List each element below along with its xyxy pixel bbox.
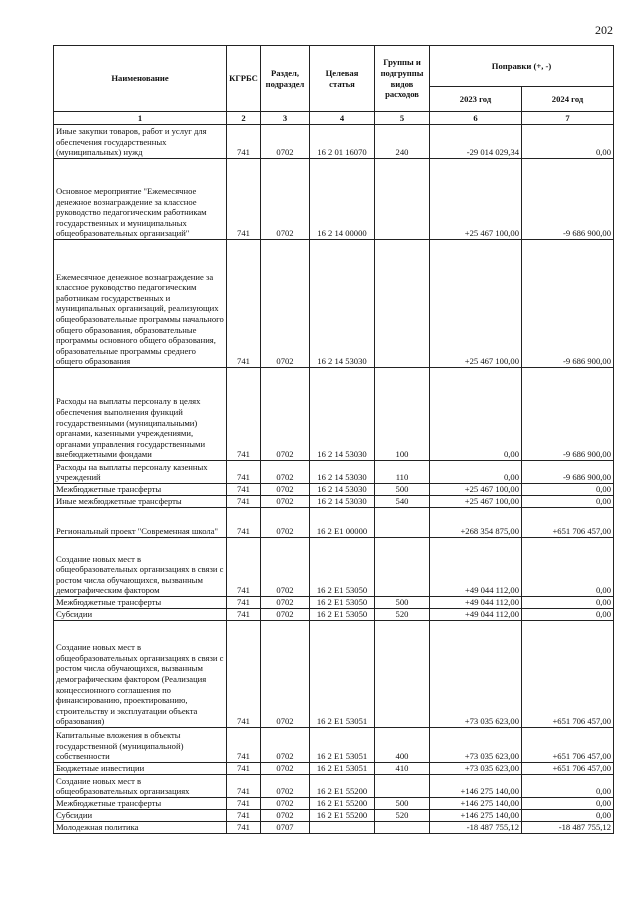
cell-name: Ежемесячное денежное вознаграждение за классное руководство педагогическим работникам государственных и муниципальных организаций, реализующих общеобразовательные программы начального общего образования, образовательные программы основного общего образования, образовательные программы среднего общего образования: [54, 240, 227, 368]
cell-section: 0702: [261, 125, 310, 159]
cell-amount-2024: 0,00: [522, 597, 614, 609]
cell-group: [375, 240, 430, 368]
cell-name: Создание новых мест в общеобразовательных организациях в связи с ростом числа обучающихся, вызванным демографическим фактором: [54, 538, 227, 597]
cell-target: [310, 822, 375, 834]
cell-name: Субсидии: [54, 609, 227, 621]
cell-group: 100: [375, 368, 430, 461]
cell-target: 16 2 14 00000: [310, 159, 375, 240]
cell-kgrbs: 741: [227, 728, 261, 763]
cell-section: 0702: [261, 775, 310, 798]
cell-amount-2024: -9 686 900,00: [522, 368, 614, 461]
cell-amount-2024: 0,00: [522, 609, 614, 621]
cell-section: 0702: [261, 538, 310, 597]
cell-target: 16 2 E1 53051: [310, 621, 375, 728]
table-row: [54, 368, 614, 461]
cell-amount-2024: 0,00: [522, 810, 614, 822]
table-row: [54, 621, 614, 728]
cell-name: Расходы на выплаты персоналу в целях обеспечения выполнения функций государственными (муниципальными) органами, казенными учреждениями, органами управления государственными внебюджетными фондами: [54, 368, 227, 461]
cell-amount-2023: +49 044 112,00: [430, 609, 522, 621]
cell-amount-2023: +146 275 140,00: [430, 775, 522, 798]
cell-amount-2023: +73 035 623,00: [430, 763, 522, 775]
column-number: 1: [54, 112, 227, 125]
table-row: [54, 728, 614, 763]
budget-amendments-table: [53, 45, 614, 834]
cell-amount-2023: 0,00: [430, 461, 522, 484]
cell-name: Основное мероприятие "Ежемесячное денежное вознаграждение за классное руководство педагогическим работникам государственных и муниципальных общеобразовательных организаций": [54, 159, 227, 240]
cell-group: 400: [375, 728, 430, 763]
cell-section: 0702: [261, 609, 310, 621]
cell-target: 16 2 14 53030: [310, 368, 375, 461]
cell-amount-2024: +651 706 457,00: [522, 763, 614, 775]
table-row: [54, 508, 614, 538]
cell-kgrbs: 741: [227, 822, 261, 834]
cell-amount-2023: +49 044 112,00: [430, 597, 522, 609]
table-row: [54, 798, 614, 810]
cell-group: 410: [375, 763, 430, 775]
cell-section: 0702: [261, 763, 310, 775]
cell-amount-2024: -9 686 900,00: [522, 240, 614, 368]
cell-section: 0702: [261, 496, 310, 508]
table-row: [54, 125, 614, 159]
cell-name: Межбюджетные трансферты: [54, 798, 227, 810]
cell-group: 110: [375, 461, 430, 484]
cell-target: 16 2 14 53030: [310, 240, 375, 368]
table-row: [54, 461, 614, 484]
cell-kgrbs: 741: [227, 597, 261, 609]
cell-amount-2023: 0,00: [430, 368, 522, 461]
table-row: [54, 496, 614, 508]
cell-target: 16 2 E1 00000: [310, 508, 375, 538]
cell-kgrbs: 741: [227, 240, 261, 368]
table-row: [54, 775, 614, 798]
cell-target: 16 2 E1 53050: [310, 538, 375, 597]
cell-kgrbs: 741: [227, 125, 261, 159]
cell-kgrbs: 741: [227, 621, 261, 728]
cell-kgrbs: 741: [227, 798, 261, 810]
cell-section: 0707: [261, 822, 310, 834]
column-number: 6: [430, 112, 522, 125]
cell-amount-2024: 0,00: [522, 496, 614, 508]
cell-target: 16 2 E1 55200: [310, 810, 375, 822]
table-row: [54, 763, 614, 775]
header-name: Наименование: [54, 46, 227, 112]
cell-kgrbs: 741: [227, 609, 261, 621]
cell-amount-2024: +651 706 457,00: [522, 728, 614, 763]
cell-section: 0702: [261, 159, 310, 240]
cell-group: 520: [375, 810, 430, 822]
cell-amount-2023: +25 467 100,00: [430, 496, 522, 508]
cell-section: 0702: [261, 461, 310, 484]
cell-kgrbs: 741: [227, 538, 261, 597]
cell-section: 0702: [261, 597, 310, 609]
header-year-2024: 2024 год: [522, 87, 614, 112]
cell-name: Расходы на выплаты персоналу казенных учреждений: [54, 461, 227, 484]
cell-group: [375, 159, 430, 240]
cell-amount-2023: +25 467 100,00: [430, 159, 522, 240]
cell-name: Капитальные вложения в объекты государственной (муниципальной) собственности: [54, 728, 227, 763]
header-groups: Группы и подгруппы видов расходов: [375, 46, 430, 112]
page-number: 202: [595, 23, 613, 37]
cell-kgrbs: 741: [227, 810, 261, 822]
cell-amount-2024: -9 686 900,00: [522, 461, 614, 484]
cell-amount-2024: 0,00: [522, 798, 614, 810]
header-kgrbs: КГРБС: [227, 46, 261, 112]
cell-amount-2024: -18 487 755,12: [522, 822, 614, 834]
cell-group: 540: [375, 496, 430, 508]
cell-amount-2023: +49 044 112,00: [430, 538, 522, 597]
cell-kgrbs: 741: [227, 159, 261, 240]
cell-name: Субсидии: [54, 810, 227, 822]
column-number: 3: [261, 112, 310, 125]
header-year-2023: 2023 год: [430, 87, 522, 112]
header-target: Целевая статья: [310, 46, 375, 112]
table-row: [54, 484, 614, 496]
cell-amount-2024: -9 686 900,00: [522, 159, 614, 240]
cell-amount-2024: 0,00: [522, 484, 614, 496]
cell-group: [375, 508, 430, 538]
cell-group: 240: [375, 125, 430, 159]
cell-group: [375, 775, 430, 798]
cell-amount-2024: +651 706 457,00: [522, 621, 614, 728]
cell-group: 500: [375, 798, 430, 810]
cell-target: 16 2 E1 53051: [310, 728, 375, 763]
cell-name: Создание новых мест в общеобразовательных организациях в связи с ростом числа обучающихся, вызванным демографическим фактором (Реализация концессионного соглашения по финансированию, проектированию, строительству и эксплуатации объекта образования): [54, 621, 227, 728]
cell-target: 16 2 E1 53050: [310, 597, 375, 609]
cell-amount-2024: 0,00: [522, 125, 614, 159]
cell-target: 16 2 E1 53050: [310, 609, 375, 621]
column-number: 4: [310, 112, 375, 125]
cell-kgrbs: 741: [227, 508, 261, 538]
cell-section: 0702: [261, 484, 310, 496]
cell-target: 16 2 E1 53051: [310, 763, 375, 775]
cell-kgrbs: 741: [227, 368, 261, 461]
cell-group: 500: [375, 484, 430, 496]
cell-group: [375, 538, 430, 597]
cell-kgrbs: 741: [227, 496, 261, 508]
cell-amount-2023: +25 467 100,00: [430, 484, 522, 496]
cell-amount-2023: +73 035 623,00: [430, 621, 522, 728]
cell-section: 0702: [261, 810, 310, 822]
cell-name: Создание новых мест в общеобразовательных организациях: [54, 775, 227, 798]
cell-name: Региональный проект "Современная школа": [54, 508, 227, 538]
header-section: Раздел, подраздел: [261, 46, 310, 112]
cell-target: 16 2 14 53030: [310, 484, 375, 496]
cell-group: [375, 822, 430, 834]
cell-amount-2023: +146 275 140,00: [430, 810, 522, 822]
cell-name: Иные межбюджетные трансферты: [54, 496, 227, 508]
cell-amount-2023: +25 467 100,00: [430, 240, 522, 368]
cell-target: 16 2 E1 55200: [310, 798, 375, 810]
header-amendments: Поправки (+, -): [430, 46, 614, 87]
column-number: 7: [522, 112, 614, 125]
cell-amount-2023: +146 275 140,00: [430, 798, 522, 810]
column-number-row: [54, 112, 614, 125]
cell-group: 500: [375, 597, 430, 609]
table-row: [54, 810, 614, 822]
cell-amount-2024: 0,00: [522, 775, 614, 798]
cell-amount-2023: +73 035 623,00: [430, 728, 522, 763]
cell-target: 16 2 E1 55200: [310, 775, 375, 798]
cell-target: 16 2 01 16070: [310, 125, 375, 159]
table-row: [54, 538, 614, 597]
table-row: [54, 822, 614, 834]
cell-amount-2023: -18 487 755,12: [430, 822, 522, 834]
cell-name: Межбюджетные трансферты: [54, 597, 227, 609]
cell-section: 0702: [261, 728, 310, 763]
cell-kgrbs: 741: [227, 484, 261, 496]
cell-amount-2023: +268 354 875,00: [430, 508, 522, 538]
cell-section: 0702: [261, 621, 310, 728]
column-number: 2: [227, 112, 261, 125]
table-row: [54, 159, 614, 240]
cell-name: Иные закупки товаров, работ и услуг для обеспечения государственных (муниципальных) нужд: [54, 125, 227, 159]
cell-amount-2024: +651 706 457,00: [522, 508, 614, 538]
cell-name: Молодежная политика: [54, 822, 227, 834]
cell-target: 16 2 14 53030: [310, 461, 375, 484]
cell-name: Межбюджетные трансферты: [54, 484, 227, 496]
cell-target: 16 2 14 53030: [310, 496, 375, 508]
cell-name: Бюджетные инвестиции: [54, 763, 227, 775]
table-row: [54, 609, 614, 621]
cell-kgrbs: 741: [227, 775, 261, 798]
table-body: [54, 125, 614, 834]
table-row: [54, 240, 614, 368]
cell-section: 0702: [261, 508, 310, 538]
cell-group: [375, 621, 430, 728]
cell-kgrbs: 741: [227, 763, 261, 775]
cell-kgrbs: 741: [227, 461, 261, 484]
cell-amount-2023: -29 014 029,34: [430, 125, 522, 159]
column-number: 5: [375, 112, 430, 125]
cell-section: 0702: [261, 798, 310, 810]
cell-section: 0702: [261, 240, 310, 368]
cell-section: 0702: [261, 368, 310, 461]
cell-group: 520: [375, 609, 430, 621]
table-row: [54, 597, 614, 609]
cell-amount-2024: 0,00: [522, 538, 614, 597]
header-row: [54, 46, 614, 87]
